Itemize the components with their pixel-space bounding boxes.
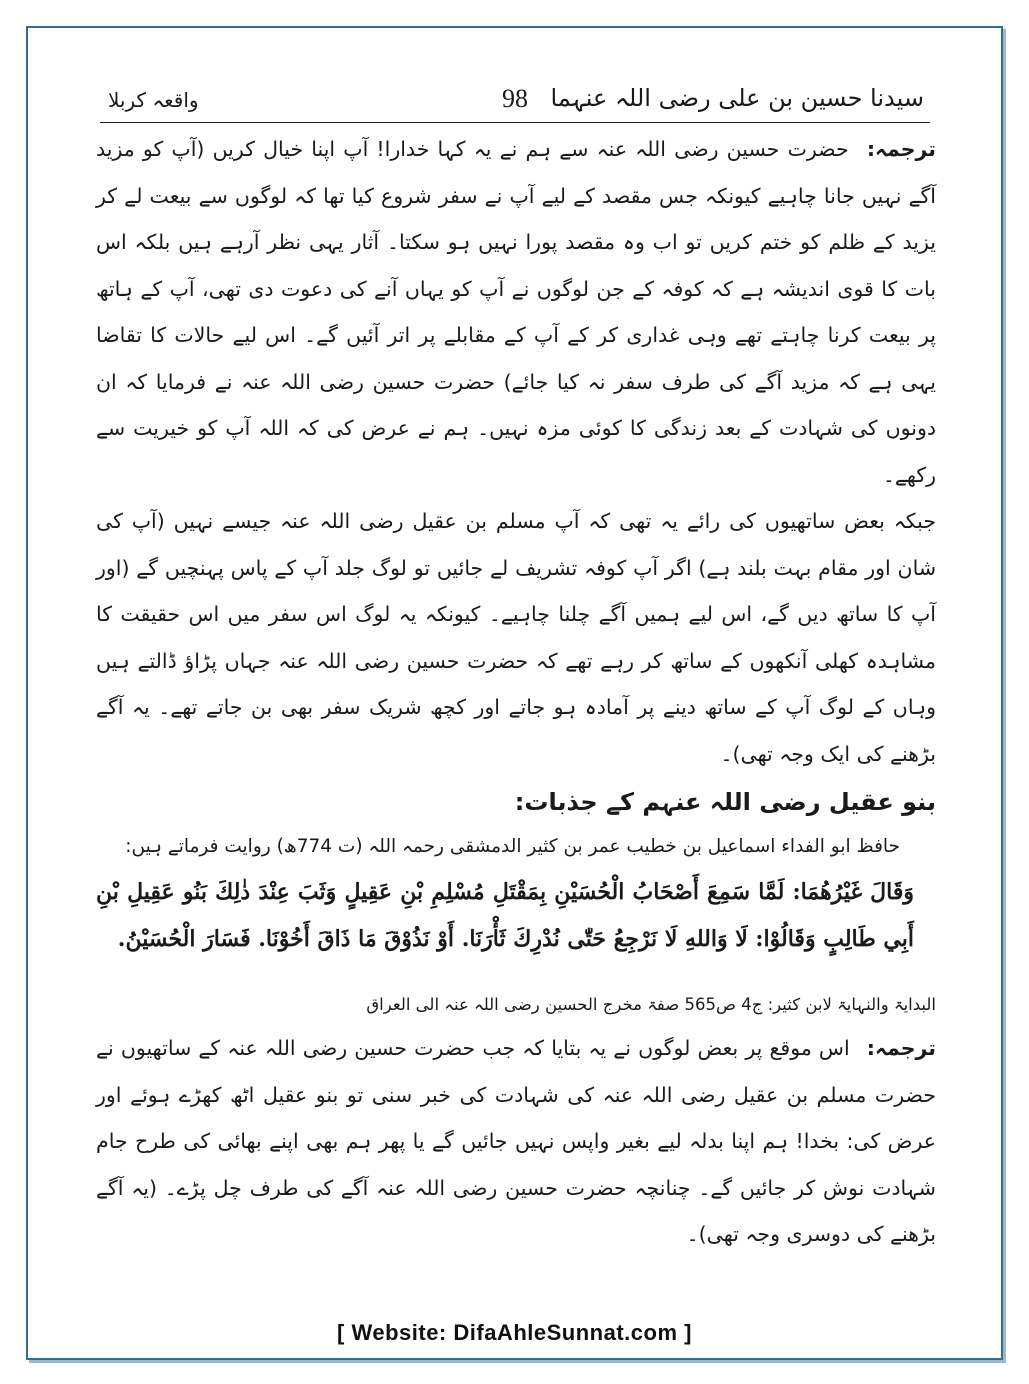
- translation-label: ترجمہ:: [866, 137, 936, 161]
- book-title: سیدنا حسین بن علی رضی اللہ عنہما: [550, 84, 924, 112]
- translation-text: اس موقع پر بعض لوگوں نے یہ بتایا کہ جب حضرت حسین رضی اللہ عنہ کے ساتھیوں نے حضرت مسلم بن عقیل رضی اللہ عنہ کی شہادت کی خبر سنی تو بنو عقیل اٹھ کھڑے ہوئے اور عرض کی: بخدا! ہم اپنا بدلہ لیے بغیر واپس نہیں جائیں گے یا پھر ہم بھی اپنے بھائی کی طرح جام شہادت نوش کر جائیں گے۔ چنانچہ حضرت حسین رضی اللہ عنہ آگے کی طرف چل پڑے۔ (یہ آگے بڑھنے کی دوسری وجہ تھی)۔: [96, 1036, 936, 1246]
- reference-citation: البدایۃ والنہایۃ لابن کثیر: ج4 ص565 صفۃ مخرج الحسین رضی اللہ عنہ الی العراق: [366, 995, 936, 1014]
- page-content: [96, 126, 936, 1258]
- page-header: [100, 78, 930, 123]
- arabic-quote: وَقَالَ غَيْرُهُمَا: لَمَّا سَمِعَ أَصْحَابُ الْحُسَيْنِ بِمَقْتَلِ مُسْلِمِ بْنِ عَقِيلٍ وَثَبَ عِنْدَ ذٰلِكَ بَنُو عَقِيلِ بْنِ أَبِي طَالِبٍ وَقَالُوْا: لَا وَاللهِ لَا نَرْجِعُ حَتّٰى نُدْرِكَ ثَأْرَنَا. أَوْ نَذُوْقَ مَا ذَاقَ أَخُوْنَا. فَسَارَ الْحُسَيْنُ.: [96, 879, 914, 952]
- narrator-line: حافظ ابو الفداء اسماعیل بن خطیب عمر بن کثیر الدمشقی رحمہ اللہ (ت 774ھ) روایت فرماتے ہیں:: [125, 836, 900, 857]
- paragraph-2: [96, 498, 936, 777]
- website-footer: [ Website: DifaAhleSunnat.com ]: [337, 1320, 692, 1345]
- translation-paragraph-1: [96, 126, 936, 498]
- paragraph-text: جبکہ بعض ساتھیوں کی رائے یہ تھی کہ آپ مسلم بن عقیل رضی اللہ عنہ جیسے نہیں (آپ کی شان اور مقام بہت بلند ہے) اگر آپ کوفہ تشریف لے جائیں تو لوگ جلد آپ کے پاس پہنچیں گے (اور آپ کا ساتھ دیں گے، اس لیے ہمیں آگے چلنا چاہیے۔ کیونکہ یہ لوگ اس سفر میں اس حقیقت کا مشاہدہ کھلی آنکھوں کے ساتھ کر رہے تھے کہ حضرت حسین رضی اللہ عنہ جہاں پڑاؤ ڈالتے ہیں وہاں کے لوگ آپ کے ساتھ دینے پر آمادہ ہو جاتے اور کچھ شریک سفر بھی بن جاتے تھے۔ یہ آگے بڑھنے کی ایک وجہ تھی)۔: [96, 509, 936, 766]
- page-number: 98: [502, 84, 528, 113]
- translation-paragraph-3: [96, 1025, 936, 1258]
- section-title: واقعہ کربلا: [108, 88, 199, 112]
- translation-label: ترجمہ:: [866, 1036, 936, 1060]
- translation-text: حضرت حسین رضی اللہ عنہ سے ہم نے یہ کہا خدارا! آپ اپنا خیال کریں (آپ کو مزید آگے نہیں جانا چاہیے کیونکہ جس مقصد کے لیے آپ نے سفر شروع کیا تھا کہ لوگوں سے بیعت لے کر یزید کے ظلم کو ختم کریں تو اب وہ مقصد پورا نہیں ہو سکتا۔ آثار یہی نظر آرہے ہیں بلکہ اس بات کا قوی اندیشہ ہے کہ کوفہ کے جن لوگوں نے آپ کو یہاں آنے کی دعوت دی تھی، آپ کے ہاتھ پر بیعت کرنا چاہتے تھے وہی غداری کر کے آپ کے مقابلے پر اتر آئیں گے۔ اس لیے حالات کا تقاضا یہی ہے کہ مزید آگے کی طرف سفر نہ کیا جائے) حضرت حسین رضی اللہ عنہ نے فرمایا کہ ان دونوں کی شہادت کے بعد زندگی کا کوئی مزہ نہیں۔ ہم نے عرض کی کہ اللہ آپ کو خیریت سے رکھے۔: [96, 137, 936, 487]
- section-heading: بنو عقیل رضی اللہ عنہم کے جذبات:: [514, 788, 936, 816]
